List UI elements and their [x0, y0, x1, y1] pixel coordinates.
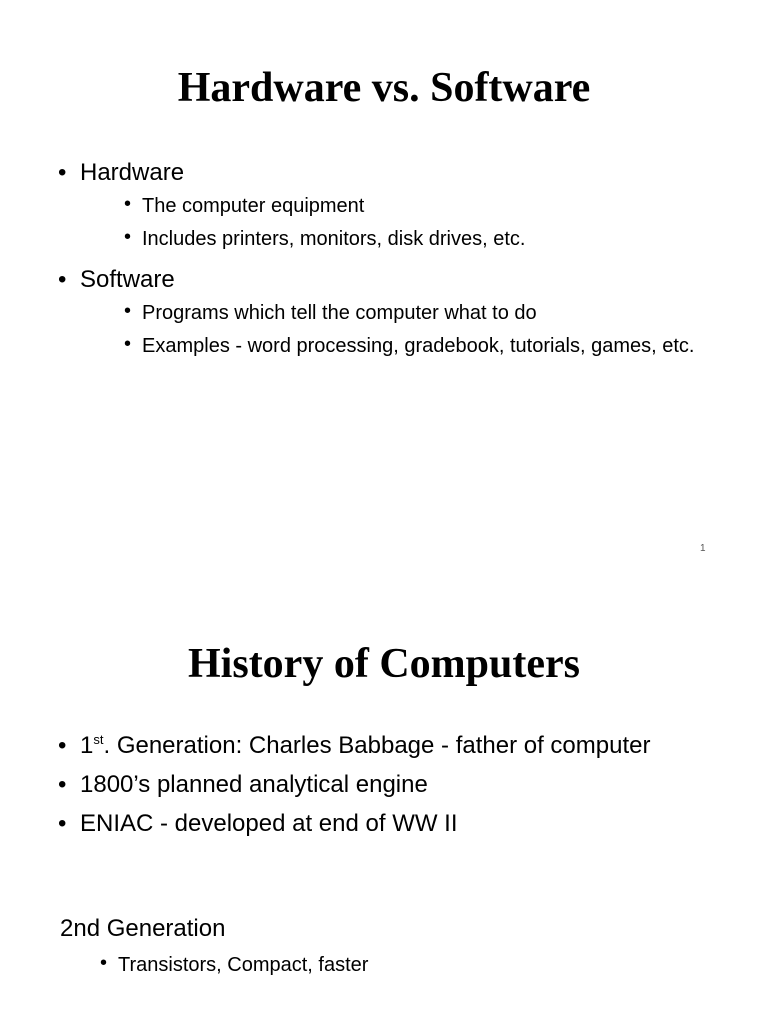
bullet-list: [56, 731, 696, 848]
sub-bullet-text: The computer equipment: [142, 195, 365, 217]
ordinal-superscript: st: [93, 732, 104, 747]
bullet-glyph: •: [124, 226, 132, 248]
bullet-prefix: 1: [80, 732, 94, 759]
bullet-item-analytical-engine: [56, 770, 696, 799]
slide-title: Hardware vs. Software: [177, 65, 591, 111]
bullet-glyph: •: [58, 266, 67, 293]
bullet-text: . Generation: Charles Babbage - father of computer: [103, 732, 651, 759]
sub-bullet-item: [80, 226, 696, 253]
sub-bullet-list: [56, 952, 696, 985]
sub-bullet-text: Examples - word processing, gradebook, tutorials, games, etc.: [142, 335, 695, 357]
sub-bullet-item: [80, 333, 696, 360]
bullet-text: Software: [80, 266, 175, 293]
sub-bullet-item: [56, 952, 696, 979]
bullet-glyph: •: [58, 159, 67, 186]
bullet-glyph: •: [100, 952, 108, 974]
sub-bullet-item: [80, 193, 696, 220]
sub-bullet-list: [80, 300, 696, 360]
slide-number: 1: [700, 543, 706, 554]
slide-history-of-computers: [0, 576, 768, 1024]
sub-bullet-list: [80, 193, 696, 253]
bullet-glyph: •: [124, 300, 132, 322]
section-heading-second-generation: 2nd Generation: [60, 915, 226, 942]
slide-title: History of Computers: [188, 641, 580, 687]
bullet-text: 1800’s planned analytical engine: [80, 771, 428, 798]
bullet-item-eniac: [56, 809, 696, 838]
bullet-item-hardware: [56, 158, 696, 253]
bullet-item-software: [56, 265, 696, 360]
sub-bullet-text: Programs which tell the computer what to do: [142, 302, 537, 324]
bullet-glyph: •: [124, 193, 132, 215]
sub-bullet-text: Includes printers, monitors, disk drives, etc.: [142, 228, 526, 250]
bullet-text: Hardware: [80, 159, 185, 186]
bullet-glyph: •: [58, 771, 67, 798]
bullet-glyph: •: [58, 810, 67, 837]
bullet-glyph: •: [124, 333, 132, 355]
bullet-list: [56, 158, 696, 372]
bullet-item-first-generation: [56, 731, 696, 760]
sub-bullet-text: Transistors, Compact, faster: [118, 954, 369, 976]
sub-bullet-item: [80, 300, 696, 327]
bullet-glyph: •: [58, 732, 67, 759]
bullet-text: ENIAC - developed at end of WW II: [80, 810, 458, 837]
